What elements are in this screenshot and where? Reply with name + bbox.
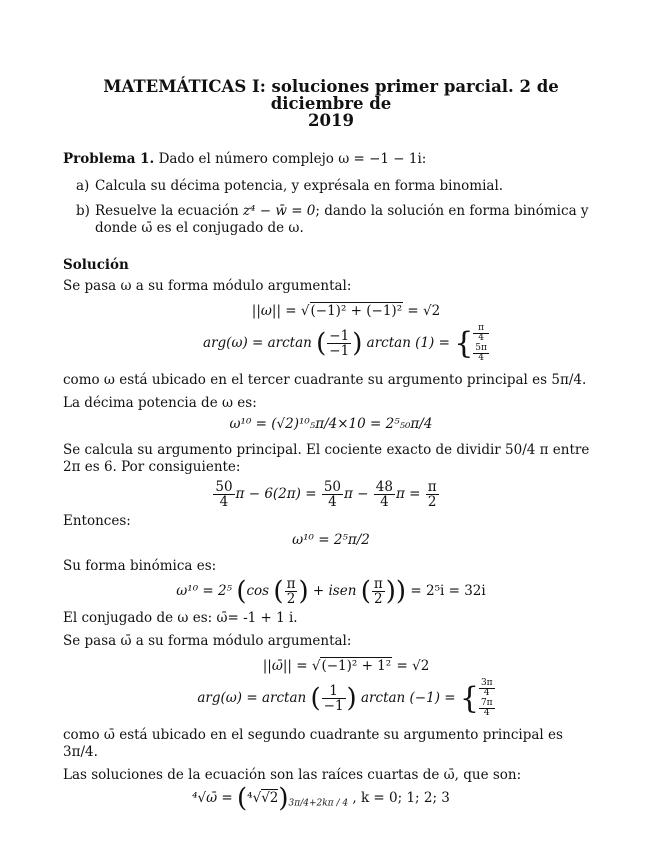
paragraph-7: El conjugado de ω es: ω̄= -1 + 1 i. [63,610,298,626]
problem-item-b [63,203,599,237]
argument-conjugate-equation: arg(ω) = arctan ( $\frac{1}{-1}$ ) arctan (−1) = { 3π 4 7π 4 [197,678,493,718]
problem-statement [63,151,599,168]
mod1-rhs: = √2 [407,303,441,319]
problem-item-a [63,178,599,195]
item-label: b) [76,203,90,219]
title-line-1: MATEMÁTICAS I: soluciones primer parcial. 2 de diciembre de [103,77,559,113]
paragraph-4: Se calcula su argumento principal. El cociente exacto de dividir 50/4 π entre 2π es 6. Por consiguiente: [63,442,590,475]
argument-equation: arg(ω) = arctan ( $\frac{-1}{-1}$ ) arctan (1) = { π 4 5π 4 [203,323,487,363]
item-text-pre: Resuelve la ecuación [95,203,243,219]
paragraph-2: como ω está ubicado en el tercer cuadrante su argumento principal es 5π/4. [63,372,587,388]
item-text: Calcula su décima potencia, y exprésala en forma binomial. [95,178,504,194]
paragraph-5: Entonces: [63,513,131,529]
paragraph-8: Se pasa ω̄ a su forma módulo argumental: [63,633,352,649]
solution-heading: Solución [63,257,129,273]
modulus-equation [93,301,599,321]
then-equation: ω¹⁰ = 2⁵π/2 [292,532,370,548]
paragraph-3: La décima potencia de ω es: [63,395,257,411]
reduction-equation: $\frac{50}{4}$ π − 6(2π) = $\frac{50}{4}$ π − $\frac{48}{4}$ π = $\frac{\pi}{2}$ [215,479,437,510]
title-line-2: 2019 [308,111,354,130]
roots-equation: ⁴√ω̄ = $(^4√√2)_{3\pi/4+2k\pi / 4}$ , k = 0; 1; 2; 3 [192,783,450,814]
paragraph-9: como ω̄ está ubicado en el segundo cuadrante su argumento principal es 3π/4. [63,727,563,760]
arg1-mid: arctan (1) = [366,335,450,351]
binomial-equation: ω¹⁰ = 2⁵ (cos ( $\frac{\pi}{2}$ ) + isen ( $\frac{\pi}{2}$ )) = 2⁵i = 32i [176,576,486,607]
arg1-fraction: $\frac{-1}{-1}$ [329,328,350,359]
arg1-cases: π 4 5π 4 [475,323,487,363]
problem-intro: Dado el número complejo ω = −1 − 1i: [158,151,427,167]
mod1-radicand: (−1)² + (−1)² [310,303,403,319]
item-equation: z⁴ − w̄ = 0 [242,203,316,219]
item-label: a) [76,178,90,194]
modulus-conjugate-equation: ||ω̄|| = √(−1)² + 1² = √2 [262,658,430,674]
paragraph-1: Se pasa ω a su forma módulo argumental: [63,278,352,294]
paragraph-6: Su forma binómica es: [63,558,217,574]
power-equation: ω¹⁰ = (√2)¹⁰₅π/4×10 = 2⁵₅₀π/4 [229,416,433,432]
item-text-post: ; dando la solución en forma binómica y donde ω̄ es el conjugado de ω. [95,203,589,236]
mod1-lhs: ||ω|| = [251,303,297,319]
mod1-sqrt: √(−1)² + (−1)² [300,303,403,319]
page-title [63,78,599,129]
arg1-lhs: arg(ω) = arctan [203,335,312,351]
document-page [63,77,599,814]
paragraph-10: Las soluciones de la ecuación son las raíces cuartas de ω̄, que son: [63,767,522,783]
problem-label: Problema 1. [63,151,155,167]
problem-items [63,178,599,237]
